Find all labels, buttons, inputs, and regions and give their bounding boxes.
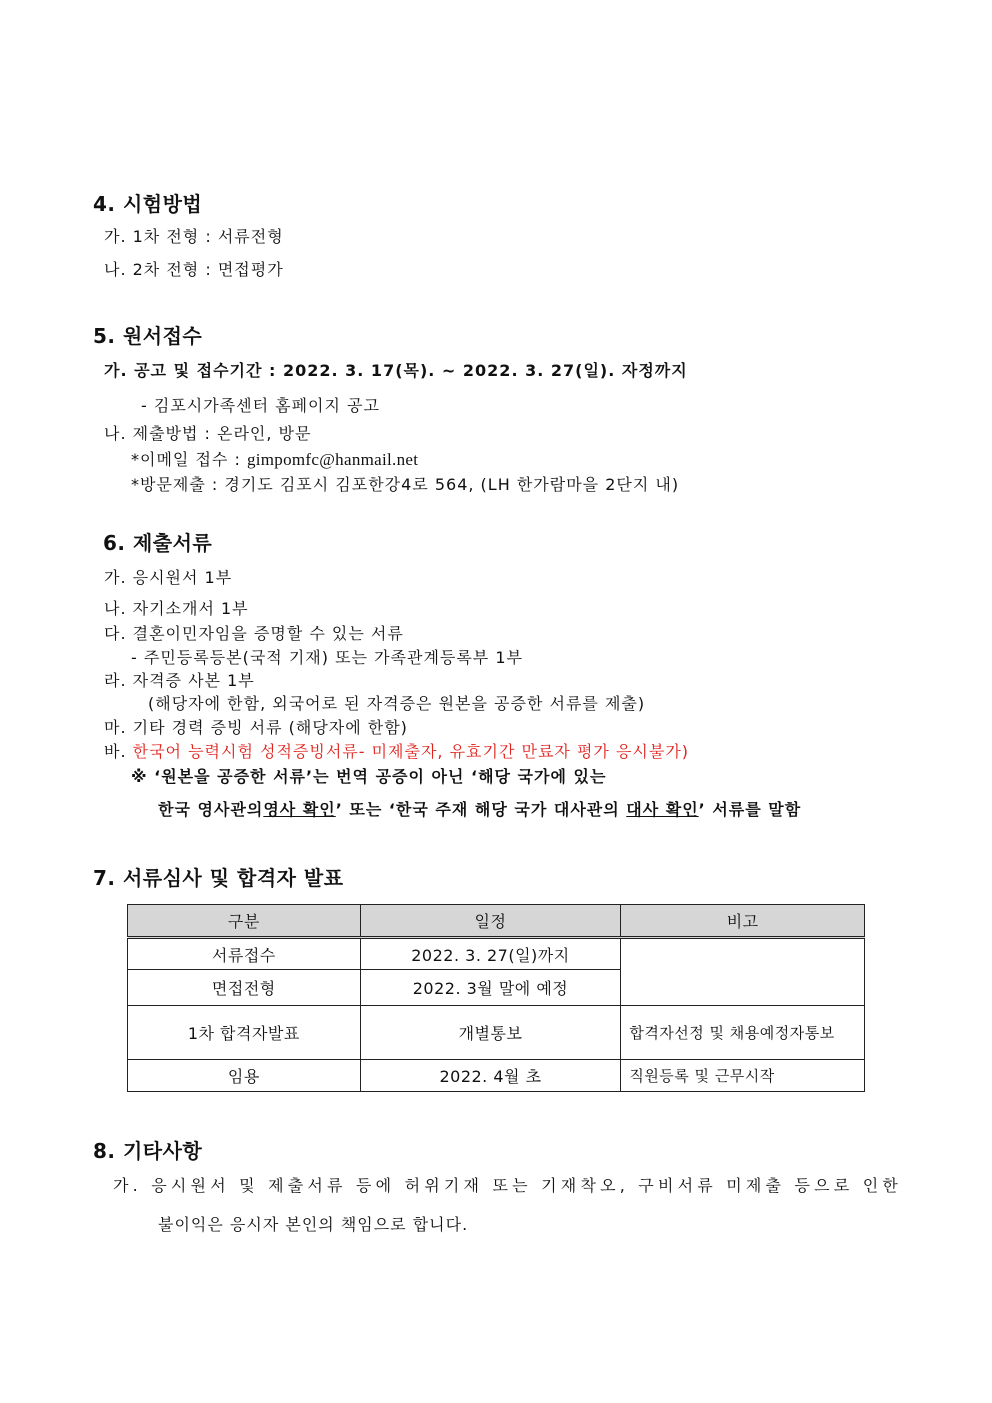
col-header-category: 구분	[128, 905, 361, 938]
s8-item-a-line1: 가. 응시원서 및 제출서류 등에 허위기재 또는 기재착오, 구비서류 미제출 등으로 인한	[113, 1176, 903, 1195]
cell-schedule: 2022. 3월 말에 예정	[360, 970, 621, 1006]
cell-remarks: 직원등록 및 근무시작	[621, 1060, 865, 1092]
col-header-remarks: 비고	[621, 905, 865, 938]
s6-item-f	[104, 739, 689, 762]
s6-item-c: 다. 결혼이민자임을 증명할 수 있는 서류	[104, 624, 404, 643]
s6-note-part-b: ’ 또는 ‘한국 주재 해당 국가 대사관의	[335, 800, 627, 819]
section-5-heading: 5. 원서접수	[93, 324, 203, 348]
table-row	[128, 938, 865, 970]
s5-email-address[interactable]: gimpomfc@hanmail.net	[246, 450, 419, 469]
s6-note-line2	[158, 797, 801, 820]
table-header-row	[128, 905, 865, 938]
s6-note-part-a: 한국 영사관의	[158, 800, 264, 819]
s5-item-b: 나. 제출방법 : 온라인, 방문	[104, 424, 312, 443]
s5-item-a-sub: - 김포시가족센터 홈페이지 공고	[141, 396, 380, 415]
cell-schedule: 개별통보	[360, 1006, 621, 1060]
cell-schedule: 2022. 3. 27(일)까지	[360, 938, 621, 970]
table-row	[128, 1006, 865, 1060]
s6-note-line1: ※ ‘원본을 공증한 서류’는 번역 공증이 아닌 ‘해당 국가에 있는	[131, 767, 607, 786]
cell-remarks-merged	[621, 938, 865, 1006]
col-header-schedule: 일정	[360, 905, 621, 938]
section-6-heading: 6. 제출서류	[103, 531, 213, 555]
s6-note-part-c: ’ 서류를 말함	[698, 800, 802, 819]
cell-remarks: 합격자선정 및 채용예정자통보	[621, 1006, 865, 1060]
s6-item-b: 나. 자기소개서 1부	[104, 599, 249, 618]
s6-item-f-prefix: 바.	[104, 742, 133, 761]
s5-email-label: *이메일 접수 :	[131, 450, 247, 469]
s5-item-a: 가. 공고 및 접수기간 : 2022. 3. 17(목). ~ 2022. 3. 27(일). 자정까지	[104, 361, 688, 380]
s6-item-e: 마. 기타 경력 증빙 서류 (해당자에 한함)	[104, 718, 408, 737]
section-8-heading: 8. 기타사항	[93, 1139, 203, 1163]
cell-category: 1차 합격자발표	[128, 1006, 361, 1060]
schedule-table	[127, 904, 865, 1092]
s5-visit: *방문제출 : 경기도 김포시 김포한강4로 564, (LH 한가람마을 2단지 내)	[131, 475, 680, 494]
cell-category: 임용	[128, 1060, 361, 1092]
table-row	[128, 1060, 865, 1092]
s4-item-b: 나. 2차 전형 : 면접평가	[104, 260, 284, 279]
s6-item-f-warning: 한국어 능력시험 성적증빙서류- 미제출자, 유효기간 만료자 평가 응시불가)	[132, 742, 690, 761]
s5-email-line	[131, 447, 418, 470]
s6-item-d-sub: (해당자에 한함, 외국어로 된 자격증은 원본을 공증한 서류를 제출)	[148, 694, 646, 713]
s6-item-a: 가. 응시원서 1부	[104, 568, 233, 587]
s6-note-consul-confirm: 영사 확인	[263, 800, 336, 819]
section-7-heading: 7. 서류심사 및 합격자 발표	[93, 866, 344, 890]
s4-item-a: 가. 1차 전형 : 서류전형	[104, 227, 284, 246]
s6-item-c-sub: - 주민등록등본(국적 기재) 또는 가족관계등록부 1부	[131, 648, 523, 667]
cell-schedule: 2022. 4월 초	[360, 1060, 621, 1092]
section-4-heading: 4. 시험방법	[93, 192, 203, 216]
s6-item-d: 라. 자격증 사본 1부	[104, 671, 255, 690]
cell-category: 면접전형	[128, 970, 361, 1006]
s8-item-a-line2: 불이익은 응시자 본인의 책임으로 합니다.	[158, 1215, 469, 1234]
cell-category: 서류접수	[128, 938, 361, 970]
s6-note-embassy-confirm: 대사 확인	[626, 800, 699, 819]
